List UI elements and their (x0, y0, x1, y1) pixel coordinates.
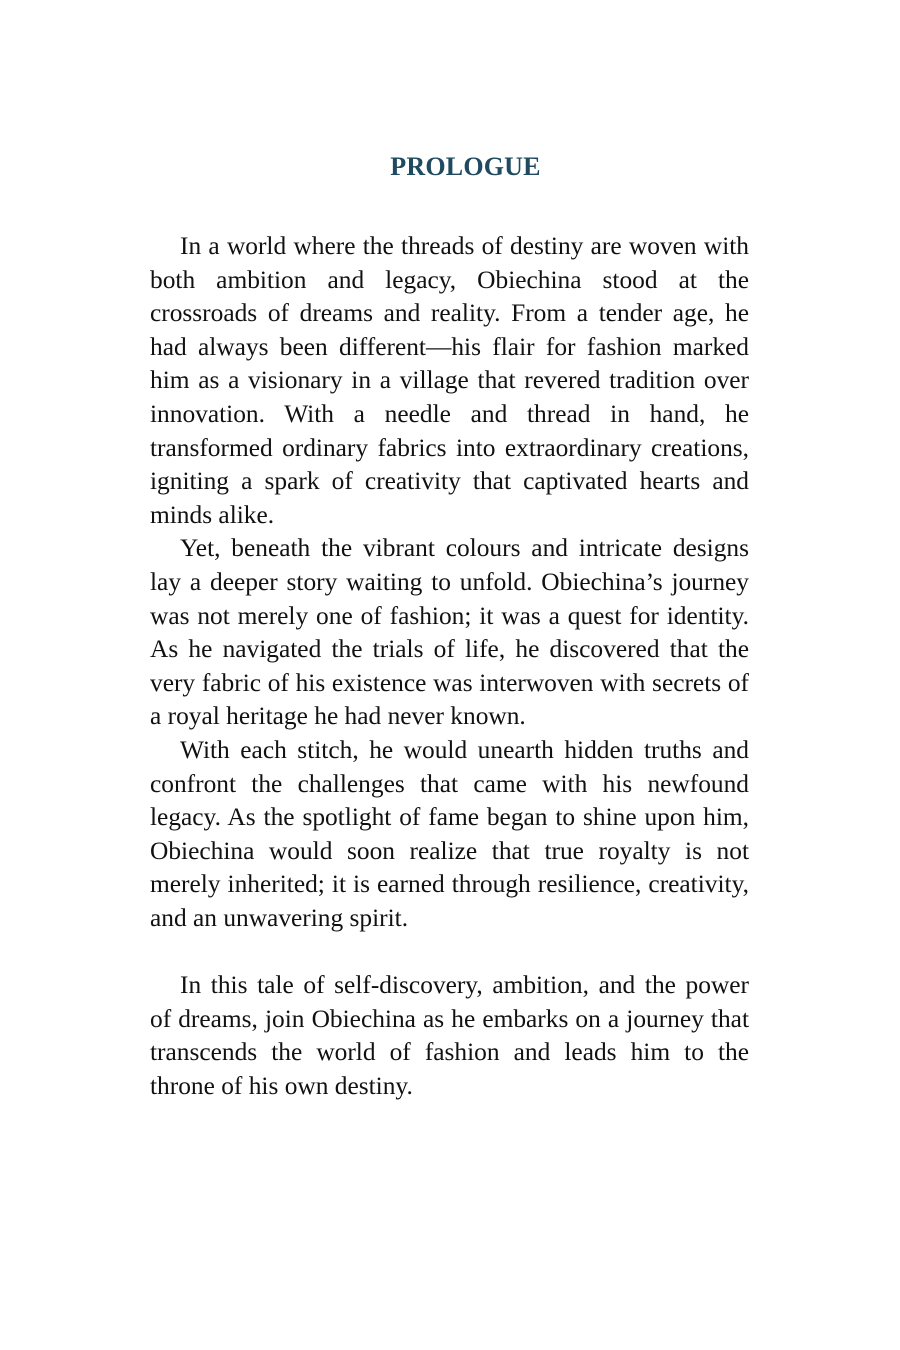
book-page (150, 150, 749, 1103)
paragraph-4: In this tale of self-discovery, ambition, and the power of dreams, join Obiechina as he embarks on a journey that transcends the world of fashion and leads him to the throne of his own destiny. (150, 971, 749, 1100)
chapter-title: PROLOGUE (390, 152, 541, 181)
prologue-body (150, 230, 749, 1103)
paragraph-3: With each stitch, he would unearth hidden truths and confront the challenges that came with his newfound legacy. As the spotlight of fame began to shine upon him, Obiechina would soon realize that true royalty is not merely inherited; it is earned through resilience, creativity, and an unwavering spirit. (150, 735, 749, 932)
paragraph-2: Yet, beneath the vibrant colours and intricate designs lay a deeper story waiting to unfold. Obiechina’s journey was not merely one of fashion; it was a quest for identity. As he navigated the trials of life, he discovered that the very fabric of his existence was interwoven with secrets of a royal heritage he had never known. (150, 534, 749, 731)
paragraph-1: In a world where the threads of destiny are woven with both ambition and legacy, Obiechina stood at the crossroads of dreams and reality. From a tender age, he had always been different—his flair for fashion marked him as a visionary in a village that revered tradition over innovation. With a needle and thread in hand, he transformed ordinary fabrics into extraordinary creations, igniting a spark of creativity that captivated hearts and minds alike. (150, 232, 749, 529)
